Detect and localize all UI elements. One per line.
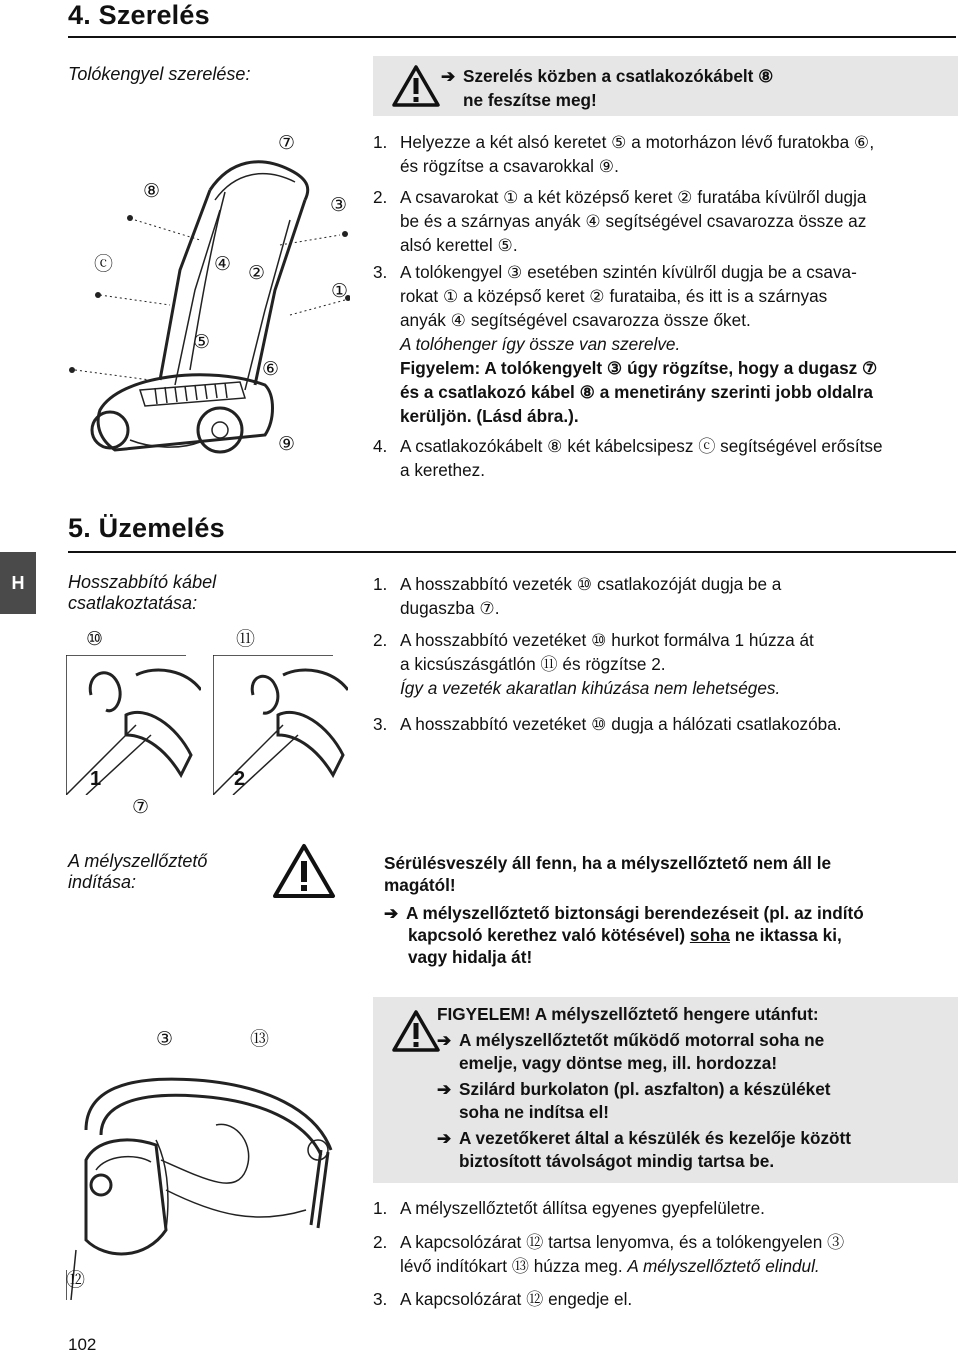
mounting-step-3: 3. A tolókengyel ③ esetében szintén kívülről dugja be a csava- rokat ① a középső keret ② furataiba, és itt is a szárnyas anyák ④ segítségével csavarozza össze őket. A tolóhenger így össze van szerelve.	[373, 262, 857, 354]
figure-label-2: 2	[234, 768, 246, 790]
extension-step-2: 2. A hosszabbító vezetéket ⑩ hurkot formálva 1 húzza át a kicsúszásgátlón ⑪ és rögzítse 2. Így a vezeték akaratlan kihúzása nem lehetséges.	[373, 630, 814, 698]
language-tab: H	[0, 552, 36, 614]
start-step-3: 3. A kapcsolózárat ⑫ engedje el.	[373, 1289, 633, 1309]
section-4-title: 4. Szerelés	[68, 0, 210, 30]
page-number: 102	[68, 1335, 97, 1354]
mounting-step-2: 2. A csavarokat ① a két középső keret ② furatába kívülről dugja be és a szárnyas anyák ④ segítségével csavarozza össze az alsó kerettel ⑤.	[373, 187, 867, 255]
danger-triangle-icon	[272, 843, 336, 899]
mounting-warning-text: ➔ Szerelés közben a csatlakozókábelt ⑧ ne feszítse meg!	[441, 66, 774, 110]
start-step-1: 1. A mélyszellőztetőt állítsa egyenes gyepfelületre.	[373, 1198, 765, 1218]
mounting-side-label: Tolókengyel szerelése:	[68, 64, 251, 84]
callout-11: ⑪	[236, 629, 256, 650]
start-warning-box	[373, 997, 958, 1183]
arrow-icon: ➔	[437, 1079, 452, 1099]
callout-c: ⓒ	[94, 254, 114, 275]
callout-8: ⑧	[143, 181, 161, 202]
section-5-title: 5. Üzemelés	[68, 513, 225, 543]
extension-step-1: 1. A hosszabbító vezeték ⑩ csatlakozóját dugja be a dugaszba ⑦.	[373, 574, 782, 618]
warning-triangle-icon	[391, 64, 441, 108]
arrow-icon: ➔	[437, 1128, 452, 1148]
callout-3: ③	[330, 195, 348, 216]
callout-5: ⑤	[193, 332, 211, 353]
start-drawing	[66, 1050, 346, 1300]
warning-triangle-icon	[391, 1009, 441, 1053]
arrow-icon: ➔	[441, 66, 456, 86]
callout-4: ④	[214, 254, 232, 275]
callout-1: ①	[331, 281, 349, 302]
extension-drawing-1	[66, 655, 201, 795]
start-step-2: 2. A kapcsolózárat ⑫ tartsa lenyomva, és a tolókengyelen ③ lévő indítókart ⑬ húzza meg. A mélyszellőztető elindul.	[373, 1232, 845, 1276]
extension-side-label: Hosszabbító kábel csatlakoztatása:	[68, 572, 217, 613]
section-5-rule	[68, 551, 956, 553]
mounting-step-4: 4. A csatlakozókábelt ⑧ két kábelcsipesz ⓒ segítségével erősítse a kerethez.	[373, 436, 883, 480]
start-danger-text: Sérülésveszély áll fenn, ha a mélyszellőztető nem áll le magától!	[384, 853, 832, 895]
mounting-step-1: 1. Helyezze a két alsó keretet ⑤ a motorházon lévő furatokba ⑥, és rögzítse a csavarokkal ⑨.	[373, 132, 875, 176]
arrow-icon: ➔	[437, 1030, 452, 1050]
start-side-label: A mélyszellőztető indítása:	[68, 851, 208, 892]
mounting-attention: Figyelem: A tolókengyelt ③ úgy rögzítse, hogy a dugasz ⑦ és a csatlakozó kábel ⑧ a menetirány szerinti jobb oldalra kerüljön. (Lásd ábra.).	[400, 358, 878, 426]
mounting-drawing	[60, 130, 350, 470]
callout-6: ⑥	[262, 359, 280, 380]
callout-3-start: ③	[156, 1029, 174, 1050]
arrow-icon: ➔	[384, 903, 399, 923]
callout-2: ②	[248, 263, 266, 284]
extension-step-3: 3. A hosszabbító vezetéket ⑩ dugja a hálózati csatlakozóba.	[373, 714, 842, 734]
start-box-text: FIGYELEM! A mélyszellőztető hengere utánfut: ➔ A mélyszellőztetőt működő motorral soha ne emelje, vagy döntse meg, ill. hordozza! ➔ Szilárd burkolaton (pl. aszfalton) a készüléket soha ne indítsa el! ➔ A vezetőkeret által a készülék és kezelője között biztosított távolságot mindig tartsa be.	[437, 1004, 851, 1171]
callout-7: ⑦	[278, 133, 296, 154]
callout-12: ⑫	[66, 1270, 86, 1291]
figure-label-1: 1	[90, 768, 102, 790]
mounting-warning-box	[373, 56, 958, 116]
callout-10: ⑩	[86, 629, 104, 650]
start-danger-arrow: ➔ A mélyszellőztető biztonsági berendezéseit (pl. az indító kapcsoló kerethez való kötésével) soha ne iktassa ki, vagy hidalja át!	[384, 903, 864, 967]
callout-13: ⑬	[250, 1029, 270, 1050]
callout-7-extension: ⑦	[132, 797, 150, 818]
callout-9: ⑨	[278, 434, 296, 455]
section-4-rule	[68, 36, 956, 38]
